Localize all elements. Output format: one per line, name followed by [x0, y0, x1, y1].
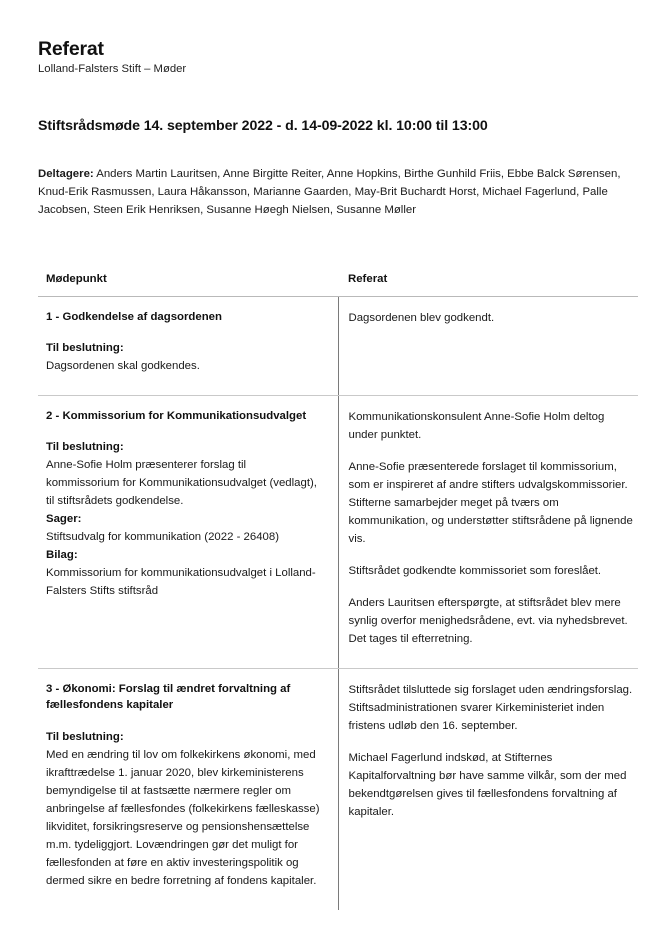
decision-text: Dagsordenen skal godkendes.: [46, 359, 200, 372]
minutes-paragraph: Dagsordenen blev godkendt.: [348, 311, 495, 324]
agenda-decision-block: [46, 728, 322, 890]
minutes-cell: [338, 395, 638, 668]
minutes-cell: [338, 296, 638, 395]
decision-label: Til beslutning:: [46, 441, 124, 454]
table-header-row: [38, 273, 638, 297]
document-header: [38, 38, 639, 77]
minutes-paragraph: Kommunikationskonsulent Anne-Sofie Holm deltog under punktet.: [348, 410, 605, 441]
participants-line: [38, 165, 628, 219]
cases-text: Stiftsudvalg for kommunikation (2022 - 26408): [46, 531, 279, 544]
page-title: Referat: [38, 38, 104, 60]
minutes-paragraph: Michael Fagerlund indskød, at Stifternes Kapitalforvaltning bør have samme vilkår, som der med bekendtgørelsen gives til fællesfondens forvaltning af kapitaler.: [348, 752, 627, 819]
decision-label: Til beslutning:: [46, 341, 124, 354]
agenda-item-heading: 1 - Godkendelse af dagsordenen: [46, 310, 222, 323]
decision-text: Anne-Sofie Holm præsenterer forslag til kommissorium for Kommunikationsudvalget (vedlagt), til stiftsrådets godkendelse.: [46, 459, 317, 508]
table-body: [38, 296, 638, 909]
minutes-paragraph: Anders Lauritsen efterspørgte, at stiftsrådet blev mere synlig overfor menighedsrådene, evt. via nyhedsbrevet. Det tages til efterretning.: [348, 597, 628, 646]
agenda-cell: [38, 395, 338, 668]
column-header-agenda: Mødepunkt: [38, 273, 338, 297]
table-row: [38, 296, 638, 395]
table-row: [38, 395, 638, 668]
agenda-cell: [38, 296, 338, 395]
cases-label: Sager:: [46, 513, 82, 526]
meeting-title: Stiftsrådsmøde 14. september 2022 - d. 14-09-2022 kl. 10:00 til 13:00: [38, 117, 488, 134]
attachments-text: Kommissorium for kommunikationsudvalget i Lolland-Falsters Stifts stiftsråd: [46, 567, 316, 598]
agenda-attachments-block: [46, 546, 322, 600]
document-subtitle: Lolland-Falsters Stift – Møder: [38, 63, 187, 76]
table-row: [38, 669, 638, 910]
agenda-cases-block: [46, 510, 322, 546]
agenda-decision-block: [46, 438, 322, 510]
agenda-item-heading: 3 - Økonomi: Forslag til ændret forvaltning af fællesfondens kapitaler: [46, 683, 291, 712]
minutes-cell: [338, 669, 638, 910]
column-header-minutes: Referat: [338, 273, 638, 297]
agenda-decision-block: [46, 339, 322, 375]
minutes-paragraph: Anne-Sofie præsenterede forslaget til kommissorium, som er inspireret af andre stifters udvalgskommissorier. Stifterne samarbejder meget på tværs om kommunikation, og understøtter stiftsrådene på lignende vis.: [348, 461, 633, 546]
attachments-label: Bilag:: [46, 549, 78, 562]
decision-label: Til beslutning:: [46, 730, 124, 743]
agenda-cell: [38, 669, 338, 910]
minutes-table: [38, 273, 638, 910]
minutes-paragraph: Stiftsrådet godkendte kommissoriet som foreslået.: [348, 565, 602, 578]
participants-list: Anders Martin Lauritsen, Anne Birgitte Reiter, Anne Hopkins, Birthe Gunhild Friis, Ebbe Balck Sørensen, Knud-Erik Rasmussen, Laura Håkansson, Marianne Gaarden, May-Brit Buchardt Horst, Michael Fagerlund, Palle Jacobsen, Steen Erik Henriksen, Susanne Høegh Nielsen, Susanne Møller: [38, 167, 621, 216]
agenda-item-heading: 2 - Kommissorium for Kommunikationsudvalget: [46, 409, 307, 422]
decision-text: Med en ændring til lov om folkekirkens økonomi, med ikrafttrædelse 1. januar 2020, blev kirkeministerens bemyndigelse til at fastsætte nærmere regler om anbringelse af fællesfondes (folkekirkens fælleskasse) likviditet, forsikringsreserve og pensionshensættelse m.m. tydeliggjort. Lovændringen gør det muligt for fællesfonden at føre en aktiv investeringspolitik og dermed sikre en bedre forretning af fondens kapitaler.: [46, 748, 320, 887]
minutes-paragraph: Stiftsrådet tilsluttede sig forslaget uden ændringsforslag. Stiftsadministrationen svarer Kirkeministeriet inden fristens udløb den 16. september.: [348, 684, 633, 733]
table-head: [38, 273, 638, 297]
participants-label: Deltagere:: [38, 167, 94, 180]
